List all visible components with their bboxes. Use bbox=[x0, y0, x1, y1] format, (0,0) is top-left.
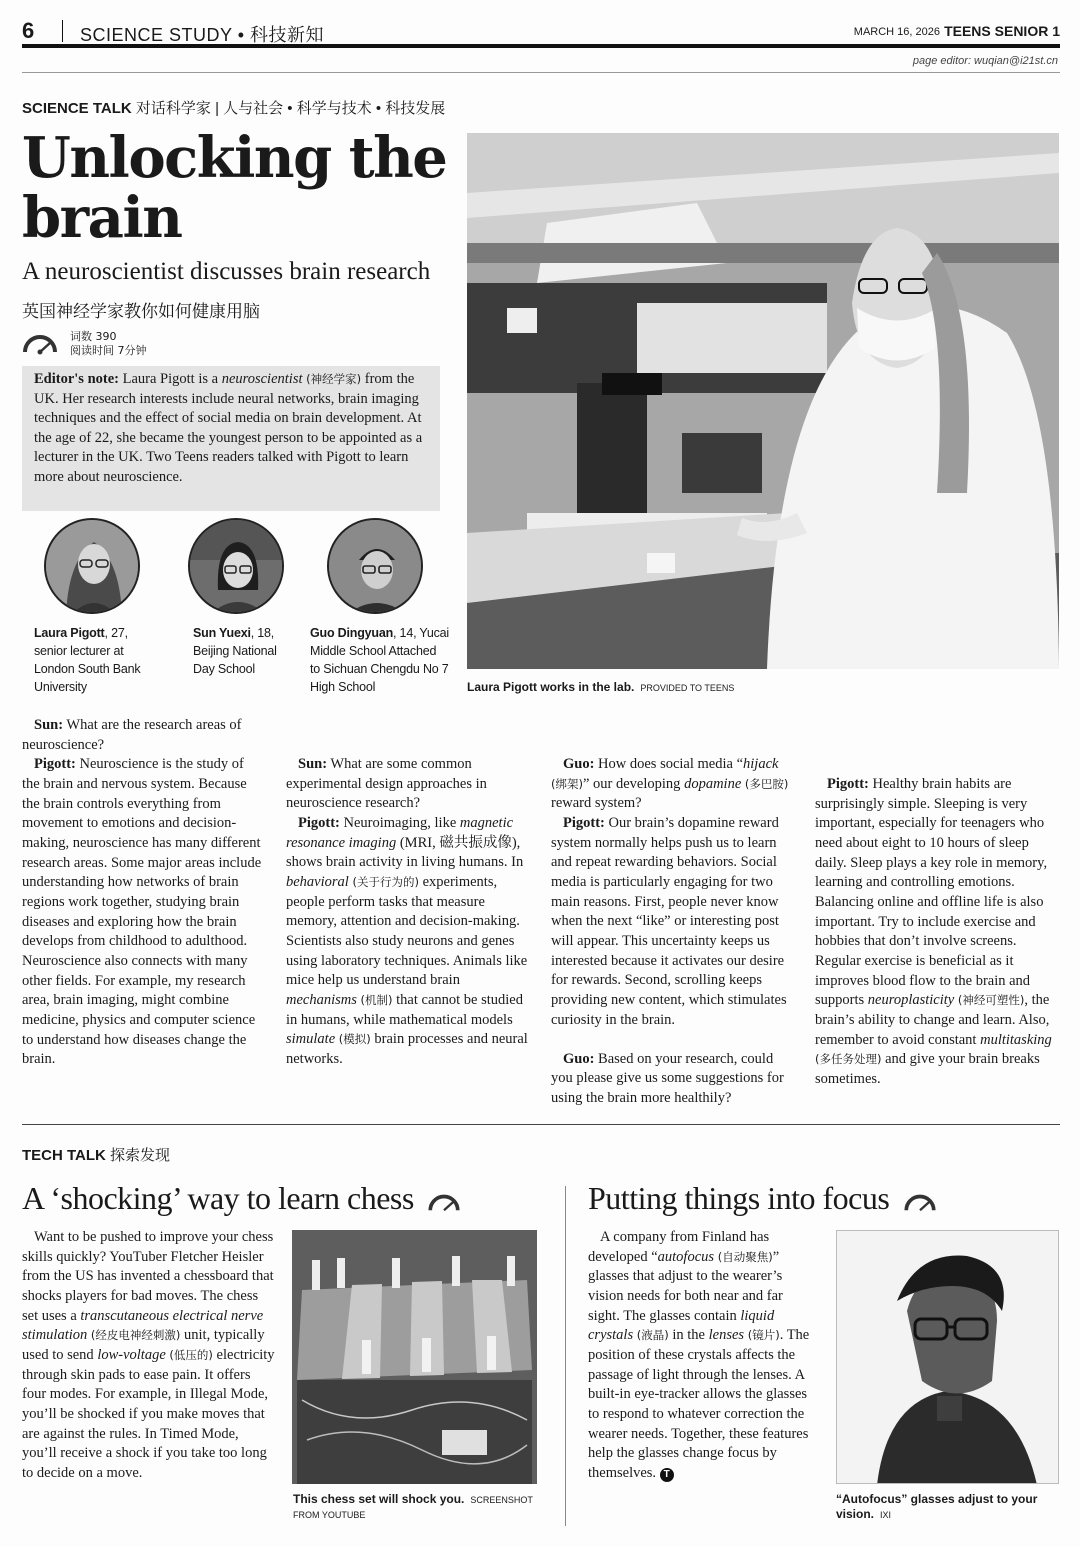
chess-body: Want to be pushed to improve your chess skills quickly? YouTuber Fletcher Heisler from the US has invented a chessboard that shocks players for bad moves. The chess set uses a transcutaneous electrical nerve stimulation (经皮电神经刺激) unit, typically used to send low-voltage (低压的) electricity through skin pads to ease pain. It offers four modes. For example, in Illegal Mode, you’ll be shocked if you make moves that are against the rules. In Timed Mode, you’ll receive a shock if you take too long to decide on a move. bbox=[22, 1229, 275, 1481]
focus-gauge-icon bbox=[903, 1191, 937, 1213]
chess-gauge-icon bbox=[427, 1191, 461, 1213]
person-caption-sun: Sun Yuexi, 18, Beijing National Day School bbox=[193, 626, 277, 676]
issue-date: MARCH 16, 2026 bbox=[853, 26, 940, 38]
subheadline-chinese: 英国神经学家教你如何健康用脑 bbox=[22, 302, 260, 322]
reading-meta bbox=[70, 330, 147, 358]
glasses-photo-caption: “Autofocus” glasses adjust to your vision. IXI bbox=[836, 1492, 1038, 1521]
editors-note: Editor's note: Laura Pigott is a neuroscientist (神经学家) from the UK. Her research interests include neural networks, brain imaging techniques and the effect of social media on brain development. At the age of 22, she became the youngest person to be appointed as a lecturer in the UK. Two Teens readers talked with Pigott to learn more about neuroscience. bbox=[22, 366, 440, 511]
interview-column-1: Sun: What are the research areas of neuroscience? Pigott: Neuroscience is the study of the brain and nervous system. Because the brain controls everything from movement to emotions and decision-making, neuroscience has many different research areas. Some major areas include understanding how networks of brain regions work together, studying brain diseases and exploring how the brain develops from childhood to adulthood. Neuroscience also connects with many other fields. For example, my research area, brain imaging, might combine medicine, physics and computer science to understand how diseases change the brain. bbox=[22, 717, 262, 1068]
chess-photo-caption: This chess set will shock you. SCREENSHOT FROM YOUTUBE bbox=[293, 1492, 533, 1520]
person-caption-guo: Guo Dingyuan, 14, Yucai Middle School Attached to Sichuan Chengdu No 7 High School bbox=[310, 626, 449, 694]
avatar-guo-dingyuan bbox=[327, 518, 423, 614]
word-count: 词数 390 bbox=[70, 330, 117, 343]
lab-photo bbox=[467, 133, 1059, 669]
page-editor: page editor: wuqian@i21st.cn bbox=[912, 55, 1058, 67]
glasses-photo bbox=[836, 1230, 1059, 1484]
section-title: SCIENCE STUDY • 科技新知 bbox=[80, 25, 324, 45]
avatar-sun-yuexi bbox=[188, 518, 284, 614]
interview-column-4: Pigott: Healthy brain habits are surprisingly simple. Sleeping is very important, especially for teenagers who need about eight to 10 hours of sleep daily. Sleep plays a key role in memory, learning and controlling emotions. Balancing online and offline life is also important. Try to include exercise and hobbies that don’t involve screens. Regular exercise is beneficial as it improves blood flow to the brain and supports neuroplasticity (神经可塑性), the brain’s ability to change and learn. Also, remember to avoid constant multitasking (多任务处理) and give your brain breaks sometimes. bbox=[815, 776, 1052, 1087]
reading-gauge-icon bbox=[22, 331, 58, 355]
focus-headline: Putting things into focus bbox=[588, 1180, 937, 1217]
lab-photo-caption: Laura Pigott works in the lab. PROVIDED TO TEENS bbox=[467, 680, 735, 694]
end-mark-icon: T bbox=[660, 1468, 674, 1482]
science-talk-kicker: SCIENCE TALK 对话科学家 | 人与社会 • 科学与技术 • 科技发展 bbox=[22, 100, 446, 117]
page-number: 6 bbox=[22, 18, 35, 43]
header-rule bbox=[22, 72, 1060, 73]
header-separator bbox=[62, 20, 63, 42]
reading-time: 阅读时间 7分钟 bbox=[70, 344, 147, 357]
chess-photo bbox=[292, 1230, 537, 1484]
subheadline: A neuroscientist discusses brain research bbox=[22, 258, 431, 285]
focus-body: A company from Finland has developed “autofocus (自动聚焦)” glasses that adjust to the wearer’s vision needs for both near and far sight. The glasses contain liquid crystals (液晶) in the lenses (镜片). The position of these crystals affects the passage of light through the lenses. A built-in eye-tracker allows the glasses to respond to whatever correction the wearer needs. Together, these features help the glasses change focus by themselves. T bbox=[588, 1229, 810, 1481]
interview-column-2: Sun: What are some common experimental design approaches in neuroscience research? Pigott: Neuroimaging, like magnetic resonance imaging (MRI, 磁共振成像), shows brain activity in living humans. In behavioral (关于行为的) experiments, people perform tasks that measure memory, attention and decision-making. Scientists also study neurons and genes using laboratory techniques. Animals like mice help us understand brain mechanisms (机制) that cannot be studied in humans, while mathematical models simulate (模拟) brain processes and neural networks. bbox=[286, 756, 528, 1067]
tech-talk-kicker: TECH TALK 探索发现 bbox=[22, 1147, 171, 1164]
paper-name: TEENS SENIOR 1 bbox=[944, 23, 1060, 39]
interview-column-3: Guo: How does social media “hijack (绑架)” our developing dopamine (多巴胺) reward system? Pigott: Our brain’s dopamine reward system normally helps push us to learn and repeat rewarding behaviors. Social media is particularly engaging for two main reasons. First, people never know when the next “like” or interesting post will appear. This uncertainty keeps us interested because it activates our desire for rewards. Second, scrolling keeps providing new content, which stimulates curiosity in the brain. Guo: Based on your research, could you please give us some suggestions for using the brain more healthily? bbox=[551, 756, 789, 1107]
person-caption-laura: Laura Pigott, 27, senior lecturer at London South Bank University bbox=[34, 626, 141, 694]
chess-headline: A ‘shocking’ way to learn chess bbox=[22, 1180, 461, 1217]
section-divider bbox=[22, 1124, 1060, 1125]
column-divider bbox=[565, 1186, 566, 1526]
headline: Unlocking the brain bbox=[22, 125, 447, 251]
avatar-laura-pigott bbox=[44, 518, 140, 614]
page-header bbox=[22, 18, 1060, 48]
